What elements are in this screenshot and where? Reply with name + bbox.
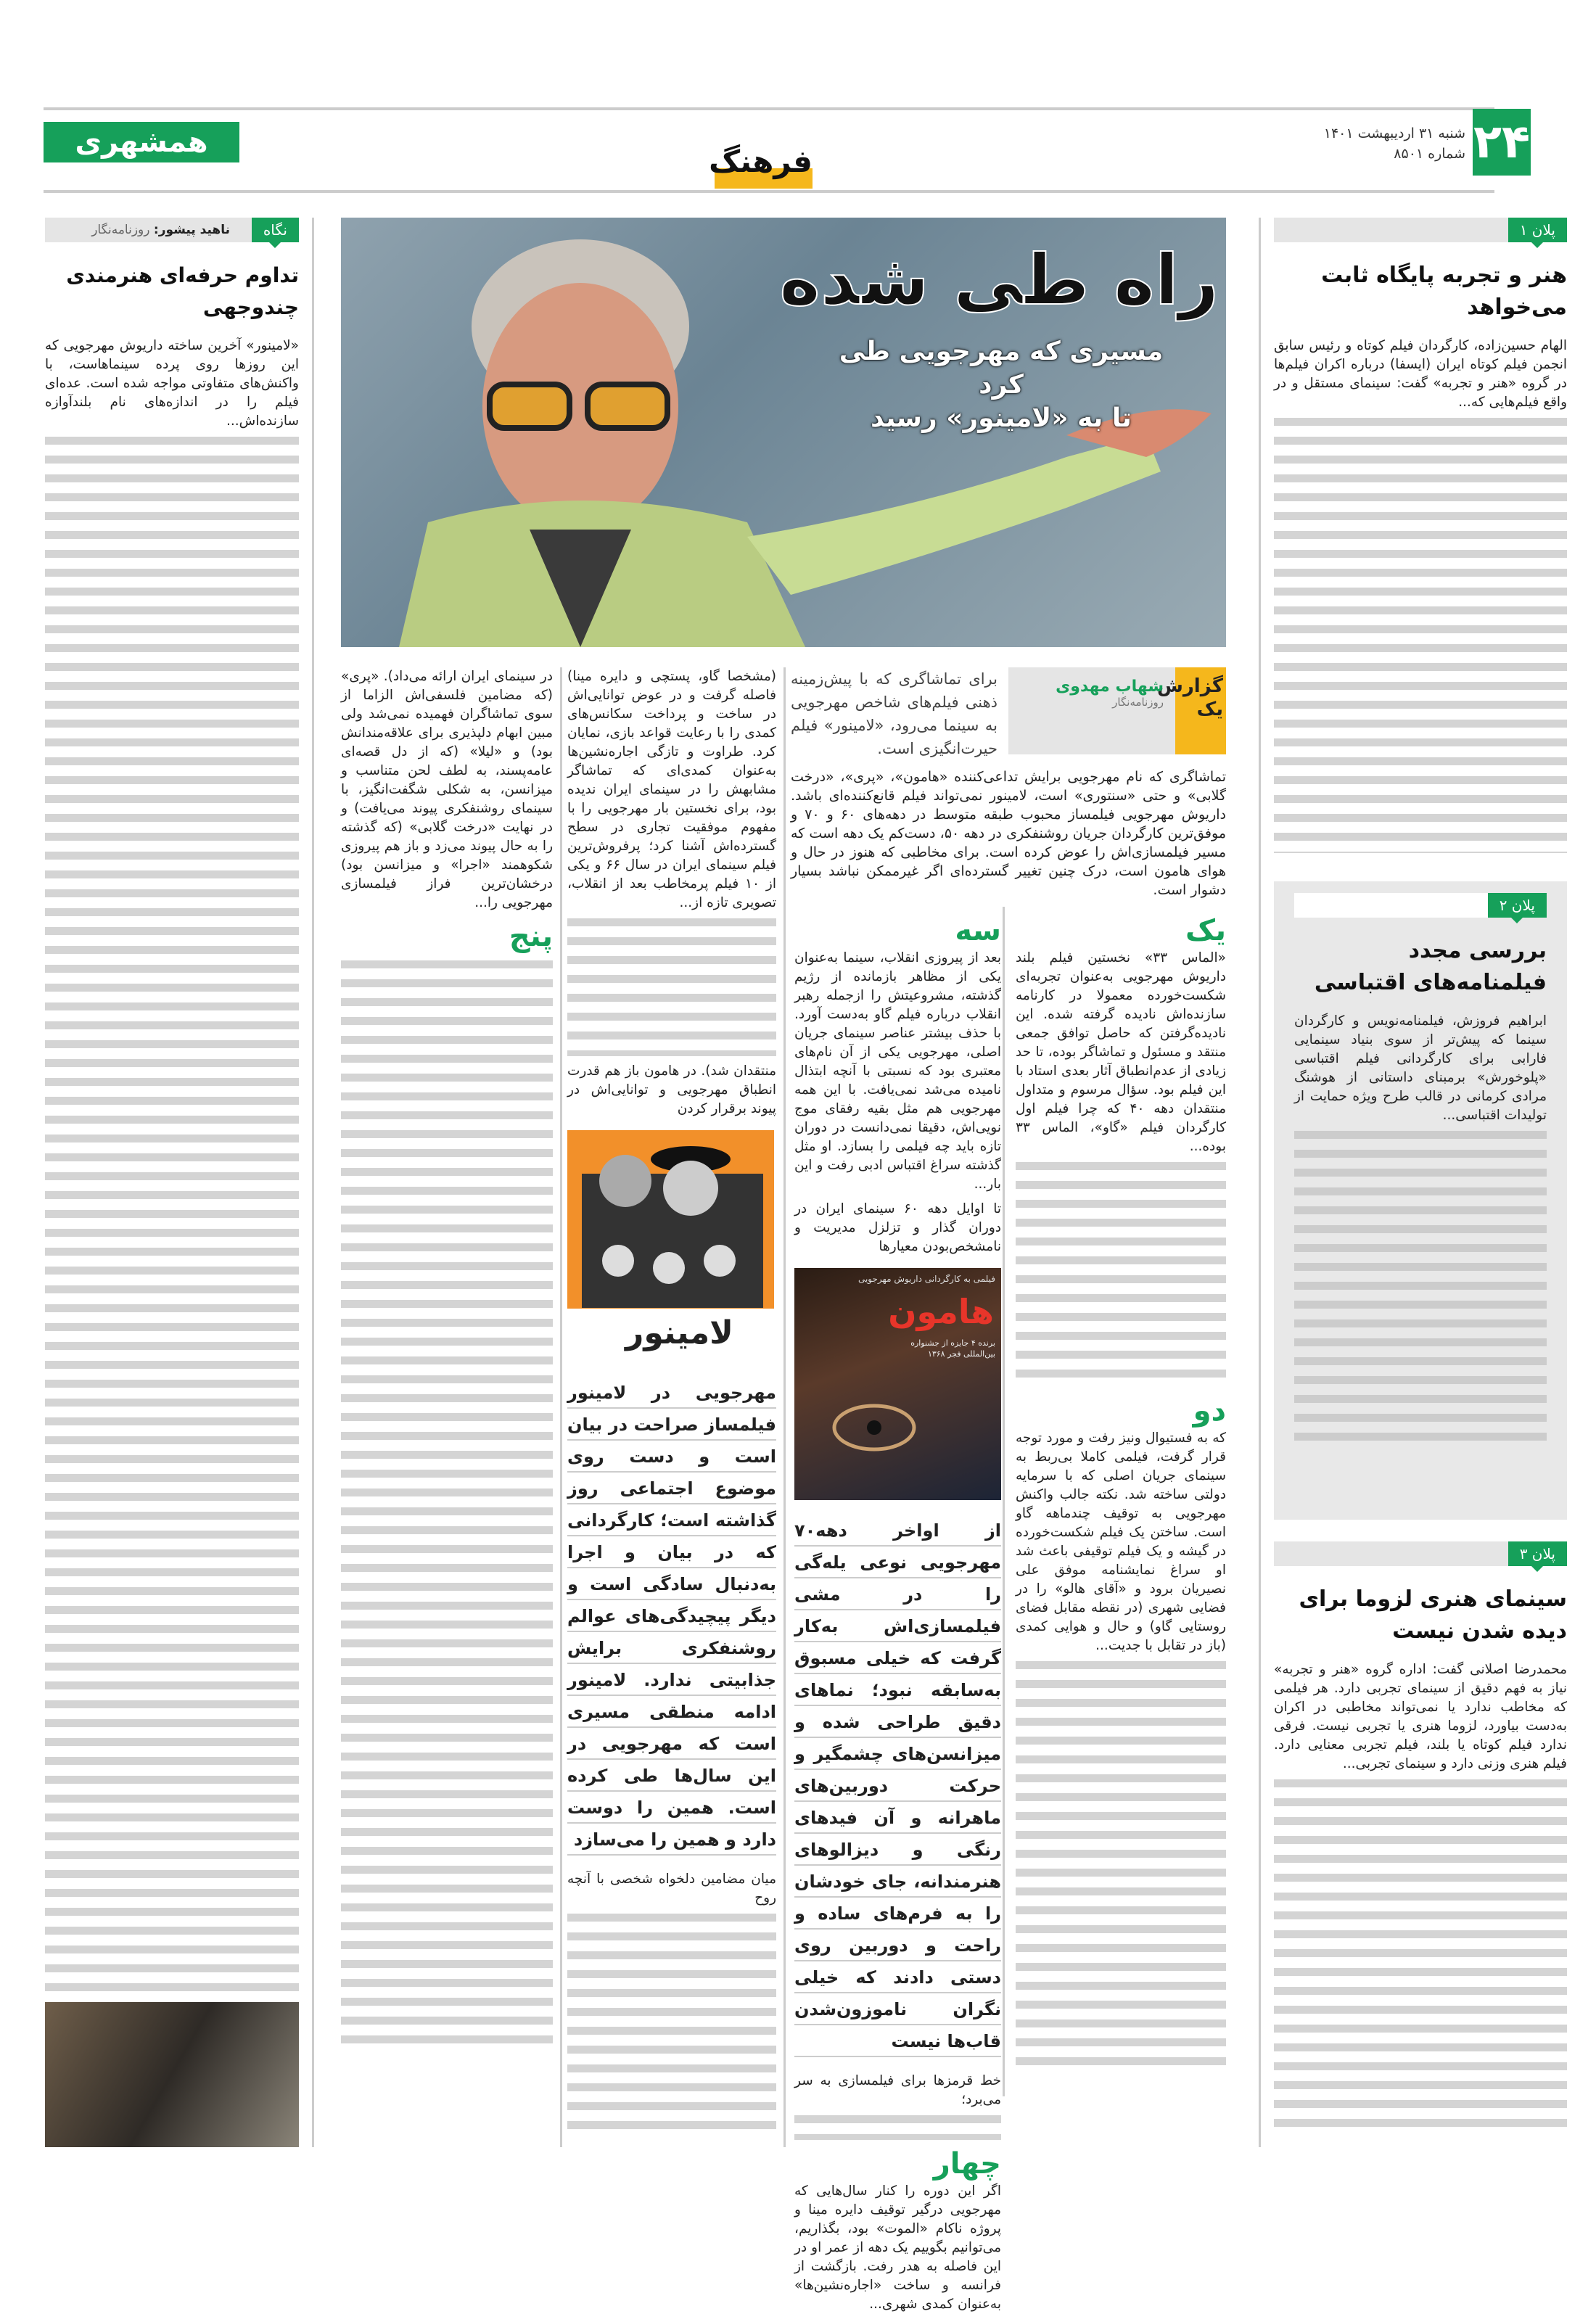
text-lines <box>567 1914 776 2131</box>
poster-credit: فیلمی به کارگردانی داریوش مهرجویی <box>857 1274 995 1284</box>
lead-intro: برای تماشاگری که با پیش‌زمینه ذهنی فیلم‌های شاخص مهرجویی به سینما می‌رود، «لامینور» فیلم حیرت‌انگیزی است. <box>791 670 998 757</box>
newspaper-logo: همشهری <box>44 122 239 162</box>
plan-text: ابراهیم فروزش، فیلمنامه‌نویس و کارگردان سینما که پیش‌تر از سوی بنیاد سینمایی فارابی برای کارگردانی فیلم اقتباسی «پلوخورش» برمبنای داستانی از هوشنگ مرادی کرمانی در قالب طرح ویژه حمایت از تولیدات اقتباسی... <box>1294 1013 1547 1123</box>
page-number: ۲۴ <box>1473 109 1531 176</box>
article-column-4 <box>341 667 553 2049</box>
column-divider <box>312 218 314 2147</box>
section-text: (مشخصا گاو، پستچی و دایره مینا) فاصله گرفت و در عوض توانایی‌اش در ساخت و پرداخت سکانس‌های کمدی را با رعایت قواعد بازی، نمایان کرد. طراوت و تازگی اجاره‌نشین‌ها به‌عنوان کمدی‌ای که تماشاگر مشابهش را در سینمای ایران ندیده بود، برای نخستین بار مهرجویی را با مفهوم موفقیت تجاری در سطح گسترده‌اش آشنا کرد؛ پرفروش‌ترین فیلم سینمای ایران در سال ۶۶ و یکی از ۱۰ فیلم پرمخاطب بعد از انقلاب، تصویری تازه از... <box>567 669 777 910</box>
poster-award: برنده ۴ جایزه از جشنواره بین‌المللی فجر ۱۳۶۸ <box>910 1338 995 1359</box>
section-title: فرهنگ <box>709 144 813 179</box>
text-lines <box>341 960 553 2049</box>
poster-title: لامینور <box>625 1314 733 1351</box>
article-column-2 <box>794 907 1001 2314</box>
subheadline-line-1: مسیری که مهرجویی طی کرد <box>839 337 1164 400</box>
article-right-block <box>791 667 1226 2314</box>
plan-text: محمدرضا اصلانی گفت: اداره گروه «هنر و تجربه» نیاز به فهم دقیق از سینمای تجربی دارد. هر فیلمی که مخاطب ندارد یا نمی‌تواند مخاطبی در اکران به‌دست بیاورد، لزوما هنری یا تجربی نیست. فرقی ندارد فیلم کوتاه یا بلند، فیلم تجربی معنایی دارد. فیلم هنری وزنی دارد و سینمای تجربی... <box>1274 1662 1567 1771</box>
text-lines <box>567 918 776 1056</box>
body-text: میان مضامین دلخواه شخصی با آنچه روح <box>567 1872 776 1906</box>
article-column-1 <box>1016 907 1226 2314</box>
text-lines <box>45 437 299 1996</box>
author-role: روزنامه‌نگار <box>1112 696 1164 709</box>
caption-lead-in: منتقدان شد). در هامون باز هم قدرت انطباق مهرجویی و توانایی‌اش در پیوند برقرار کردن <box>567 1063 776 1116</box>
article-column-3 <box>567 667 776 2131</box>
section-text: که به فستیوال ونیز رفت و مورد توجه قرار گرفت، فیلمی کاملا بی‌ربط به سینمای جریان اصلی که با سرمایه دولتی ساخته شد. نکته جالب واکنش مهرجویی به توقیف چندماهه گاو است. ساختن یک فیلم شکست‌خورده در گیشه و یک فیلم توقیفی باعث شد او سراغ نمایشنامه موفق علی نصیریان برود و «آقای هالو» را در فضایی شهری (در نقطه مقابل فضای روستایی گاو) و حال و هوایی کمدی (باز در تقابل با جدیت... <box>1016 1430 1226 1653</box>
pull-quote-1: از اواخر دهه۷۰ مهرجویی نوعی یله‌گی را در مشی فیلمسازی‌اش به‌کار گرفت که خیلی مسبوق به‌سابقه نبود؛ نماهای دقیق طراحی شده و میزانسن‌های چشمگیر و حرکت دوربین‌های ماهرانه و آن فیدهای رنگی و دیزالوهای هنرمندانه، جای خودشان را به فرم‌های ساده و راحت و دوربین روی دستی دادند که خیلی نگران ناموزون‌شدن قاب‌ها نیست <box>794 1515 1001 2057</box>
section-heading: دو <box>1193 1394 1226 1428</box>
column-divider <box>560 667 562 2147</box>
body-text: خط قرمزها برای فیلمسازی به سر می‌برد؛ <box>794 2073 1001 2107</box>
plan-text: الهام حسین‌زاده، کارگردان فیلم کوتاه و رئیس سابق انجمن فیلم کوتاه ایران (ایسفا) درباره اکران فیلم‌ها در گروه «هنر و تجربه» گفت: سینمای مستقل و در واقع فیلم‌هایی که... <box>1274 338 1567 410</box>
issue-info <box>1277 123 1465 164</box>
plan-tab: پلان ۱ <box>1508 218 1567 242</box>
column-divider <box>1259 218 1261 2147</box>
caption-lead-in: تا اوایل دهه ۶۰ سینمای ایران در دوران گذار و تزلزل مدیریت و نامشخص‌بودن معیارها <box>794 1201 1002 1254</box>
lead-intro-2: تماشاگری که نام مهرجویی برایش تداعی‌کننده «هامون»، «پری»، «درخت گلابی» و حتی «سنتوری» است، لامینور نمی‌تواند فیلم قانع‌کننده‌ای باشد. داریوش مهرجویی فیلمساز محبوب طبقه متوسط در دهه‌های ۶۰ و ۷۰ و موفق‌ترین کارگردان جریان روشنفکری در دهه ۵۰، دست‌کم یک دهه است که مسیر فیلمسازی‌اش را عوض کرده است. برای مخاطبی که هنوز در حال و هوای هامون است، درک چنین تغییر گسترده‌ای اگر غیرممکن نباشد بسیار دشوار است. <box>791 769 1227 898</box>
issue-number: شماره ۸۵۰۱ <box>1394 146 1465 162</box>
text-lines <box>1274 1779 1567 2128</box>
section-heading: یک <box>1185 914 1226 947</box>
plan-title: بررسی مجدد فیلمنامه‌های اقتباسی <box>1314 938 1547 995</box>
laminor-poster <box>567 1130 774 1362</box>
opinion-author: ناهید پیشور: روزنامه‌نگار <box>91 223 230 237</box>
byline-tag: گزارش یک <box>1175 667 1226 754</box>
column-divider <box>1003 907 1005 2096</box>
pull-quote-2: مهرجویی در لامینور فیلمساز صراحت در بیان است و دست روی موضوع اجتماعی روز گذاشته است؛ کارگردانی که در بیان و اجرا به‌دنبال سادگی است و دیگر پیچیدگی‌های عوالم روشنفکری برایش جذابیتی ندارد. لامینور ادامه منطقی مسیری است که مهرجویی در این سال‌ها طی کرده است. همین را دوست دارد و همین را می‌سازد <box>567 1377 776 1856</box>
plan-1-box <box>1274 218 1567 853</box>
opinion-box <box>45 218 299 1996</box>
section-text: «الماس ۳۳» نخستین فیلم بلند داریوش مهرجویی به‌عنوان تجربه‌ای شکست‌خورده معمولا در کارنامه سازنده‌اش نادیده گرفته شده. این نادیده‌گرفتن که حاصل توافق جمعی منتقد و مسئول و تماشاگر بوده، تا حد زیادی از عدم‌انطباق آثار بعدی استاد با این فیلم بود. سؤال مرسوم و متداول منتقدان دهه ۴۰ که چرا فیلم اول کارگردان فیلم «گاو»، الماس ۳۳ بوده... <box>1016 950 1226 1154</box>
text-lines <box>1016 1162 1226 1387</box>
header-bottom-rule <box>44 190 1494 193</box>
opinion-title: تداوم حرفه‌ای هنرمندی چندوجهی <box>66 263 299 319</box>
subheadline <box>813 335 1190 435</box>
header-top-rule <box>44 107 1494 110</box>
headline: راه طی شده <box>779 239 1219 321</box>
author <box>1044 667 1175 754</box>
article-columns-1-2 <box>791 907 1226 2314</box>
section-text: بعد از پیروزی انقلاب، سینما به‌عنوان یکی از مظاهر بازمانده از رژیم گذشته، مشروعیتش را ازجمله رهبر انقلاب درباره فیلم گاو به‌دست آورد. با حذف بیشتر عناصر سینمای جریان اصلی، مهرجویی یکی از آن نام‌های معتبری بود که نسبتی با آنچه ابتذال نامیده می‌شد نمی‌یافت. با این همه مهرجویی هم مثل بقیه رفقای موج نویی‌اش، دقیقا نمی‌دانست در دوران تازه باید چه فیلمی را بسازد. او مثل گذشته سراغ اقتباس ادبی رفت و این بار... <box>794 950 1001 1192</box>
poster-title: هامون <box>888 1292 994 1331</box>
text-lines <box>1294 1131 1547 1443</box>
section-heading: سه <box>955 914 1001 947</box>
text-lines <box>1016 1661 1226 2067</box>
plan-2-box <box>1274 881 1567 1520</box>
plan-tab: پلان ۳ <box>1508 1541 1567 1566</box>
text-lines <box>1274 418 1567 853</box>
plan-title: سینمای هنری لزوما برای دیده شدن نیست <box>1299 1586 1567 1644</box>
hamoon-poster <box>794 1268 1001 1500</box>
subheadline-line-2: تا به «لامینور» رسید <box>871 403 1132 433</box>
text-lines <box>794 2115 1001 2140</box>
plan-3-box <box>1274 1541 1567 2128</box>
plan-tab: پلان ۲ <box>1488 893 1547 918</box>
opinion-text: «لامینور» آخرین ساخته داریوش مهرجویی که این روزها روی پرده سینماهاست، با واکنش‌های متفاوتی مواجه شده است. عده‌ای فیلم را در اندازه‌های نام بلندآوازه سازنده‌اش... <box>45 338 299 429</box>
body-text: در سینمای ایران ارائه می‌داد). «پری» (که مضامین فلسفی‌اش الزاما از سوی تماشاگران فهمیده نمی‌شد ولی مبین ابهام دلپذیری برای علاقه‌مندانش بود) و «لیلا» (که از دل قصه‌ای عامه‌پسند، به لطف لحن متناسب و میزانسن، به شکلی شگفت‌انگیز، با سینمای روشنفکری پیوند می‌یافت) و در نهایت «درخت گلابی» (که گذشته را به حال پیوند می‌زد و باز هم پیروزی شکوهمند «اجرا» و میزانسن بود) درخشان‌ترین فراز فیلمسازی مهرجویی را... <box>341 669 553 910</box>
byline-box <box>1008 667 1226 754</box>
section-text: اگر این دوره را کنار سال‌هایی که مهرجویی درگیر توقیف دایره مینا و پروژه ناکام «الموت» بود، بگذاریم، می‌توانیم بگوییم یک دهه از عمر او در این فاصله به هدر رفت. بازگشت از فرانسه و ساخت «اجاره‌نشین‌ها» به‌عنوان کمدی شهری... <box>794 2183 1001 2312</box>
section-heading: چهار <box>933 2147 1001 2181</box>
plan-title: هنر و تجربه پایگاه ثابت می‌خواهد <box>1321 263 1567 320</box>
author-photo <box>45 2002 299 2147</box>
opinion-tab: نگاه <box>252 218 299 242</box>
author-name: شهاب مهدوی <box>1056 678 1164 696</box>
issue-date: شنبه ۳۱ اردیبهشت ۱۴۰۱ <box>1323 125 1465 141</box>
section-heading: پنج <box>509 920 553 953</box>
byline-row <box>791 667 1226 760</box>
column-divider <box>783 667 786 2147</box>
